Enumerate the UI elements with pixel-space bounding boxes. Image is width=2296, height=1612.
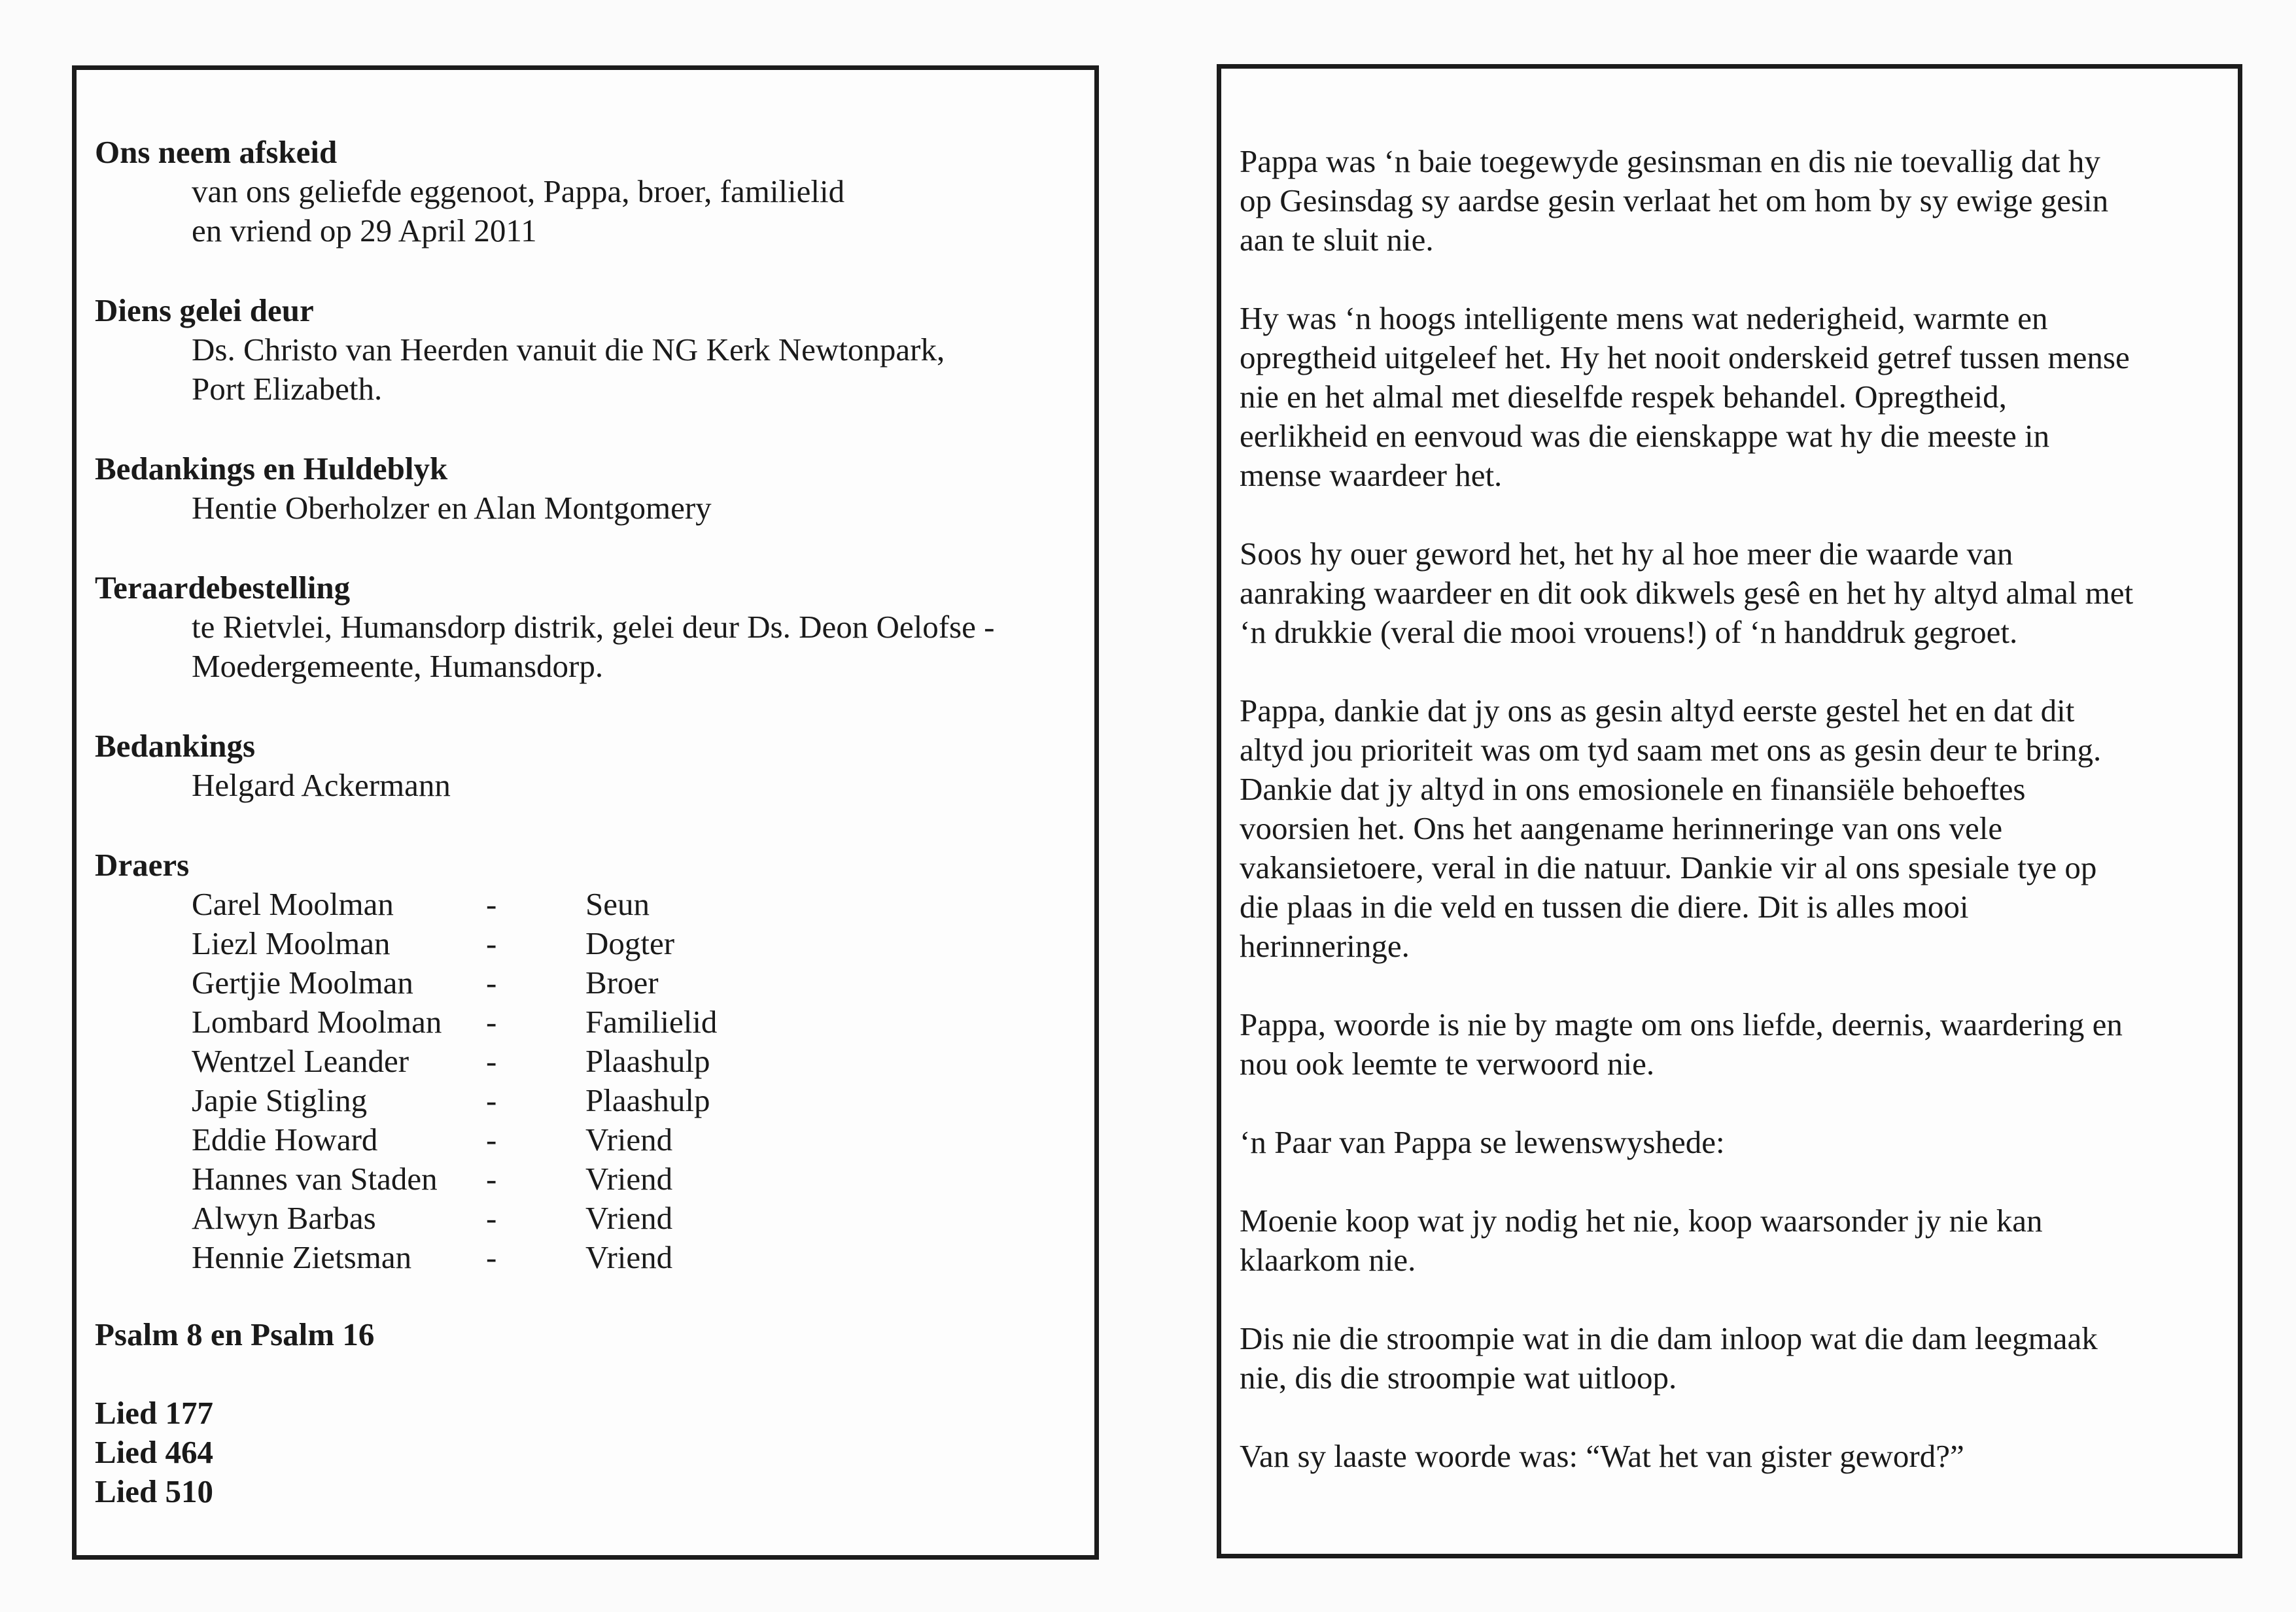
bearer-name: Gertjie Moolman	[192, 965, 413, 1001]
paragraph: Soos hy ouer geword het, het hy al hoe meer die waarde van aanraking waardeer en dit ook dikwels gesê en het hy altyd almal met ‘n drukkie (veral die mooi vrouens!) of ‘n handdruk gegroet.	[1240, 536, 2134, 650]
right-page-panel	[1217, 64, 2242, 1558]
section-heading: Diens gelei deur	[95, 292, 314, 328]
section-liedere	[95, 1394, 1094, 1511]
bearer-name: Japie Stigling	[192, 1082, 368, 1118]
paragraph: Pappa, dankie dat jy ons as gesin altyd eerste gestel het en dat dit altyd jou prioriteit was om tyd saam met ons as gesin deur te bring. Dankie dat jy altyd in ons emosionele en finansiële behoeftes voorsien het. Ons het aangename herinneringe van ons vele vakansietoere, veral in die natuur. Dankie vir al ons spesiale tye op die plaas in die veld en tussen die diere. Dit is alles mooi herinneringe.	[1240, 693, 2102, 964]
bearer-dash: -	[486, 1239, 497, 1275]
section-psalms	[95, 1315, 1094, 1354]
bearer-dash: -	[486, 1043, 497, 1079]
bearer-dash: -	[486, 1082, 497, 1118]
psalms-line: Psalm 8 en Psalm 16	[95, 1316, 375, 1352]
bearer-row	[192, 1042, 1094, 1081]
draers-heading: Draers	[95, 847, 190, 883]
section-diens	[95, 291, 1094, 409]
lied-line: Lied 464	[95, 1434, 214, 1470]
section-teraardebestelling	[95, 568, 1094, 686]
section-text: van ons geliefde eggenoot, Pappa, broer, familielid en vriend op 29 April 2011	[192, 173, 845, 249]
paragraph: Dis nie die stroompie wat in die dam inloop wat die dam leegmaak nie, dis die stroompie wat uitloop.	[1240, 1320, 2098, 1396]
bearer-row	[192, 1159, 1094, 1199]
bearer-name: Alwyn Barbas	[192, 1200, 376, 1236]
section-huldeblyk	[95, 449, 1094, 528]
section-heading: Teraardebestelling	[95, 570, 351, 606]
bearer-role: Familielid	[585, 1004, 718, 1040]
section-bedankings	[95, 727, 1094, 805]
bearer-role: Dogter	[585, 925, 675, 961]
bearer-role: Vriend	[585, 1161, 673, 1197]
bearer-name: Wentzel Leander	[192, 1043, 409, 1079]
bearer-row	[192, 1081, 1094, 1120]
bearer-name: Eddie Howard	[192, 1122, 378, 1158]
bearer-row	[192, 885, 1094, 924]
bearer-name: Hannes van Staden	[192, 1161, 438, 1197]
section-heading: Bedankings	[95, 728, 256, 764]
lied-line: Lied 510	[95, 1473, 214, 1509]
bearer-row	[192, 963, 1094, 1003]
section-text: Hentie Oberholzer en Alan Montgomery	[192, 490, 712, 526]
bearer-role: Plaashulp	[585, 1082, 710, 1118]
section-text: Helgard Ackermann	[192, 767, 451, 803]
bearer-name: Liezl Moolman	[192, 925, 391, 961]
section-heading: Bedankings en Huldeblyk	[95, 451, 448, 487]
bearer-dash: -	[486, 1161, 497, 1197]
bearer-name: Carel Moolman	[192, 886, 394, 922]
section-afskeid	[95, 133, 1094, 250]
bearer-name: Lombard Moolman	[192, 1004, 442, 1040]
bearer-role: Broer	[585, 965, 659, 1001]
bearer-dash: -	[486, 1004, 497, 1040]
bearer-name: Hennie Zietsman	[192, 1239, 412, 1275]
lied-line: Lied 177	[95, 1395, 214, 1431]
paragraph: Hy was ‘n hoogs intelligente mens wat nederigheid, warmte en opregtheid uitgeleef het. Hy het nooit onderskeid getref tussen mense nie en het almal met dieselfde respek behandel. Opregtheid, eerlikheid en eenvoud was die eienskappe wat hy die meeste in mense waardeer het.	[1240, 300, 2130, 493]
bearer-dash: -	[486, 1200, 497, 1236]
paragraph: Pappa, woorde is nie by magte om ons liefde, deernis, waardering en nou ook leemte te verwoord nie.	[1240, 1006, 2123, 1082]
bearer-row	[192, 924, 1094, 963]
bearer-dash: -	[486, 1122, 497, 1158]
section-heading: Ons neem afskeid	[95, 134, 338, 170]
section-draers	[95, 846, 1094, 1277]
left-page-panel	[72, 65, 1099, 1560]
bearer-role: Seun	[585, 886, 650, 922]
bearer-row	[192, 1003, 1094, 1042]
paragraph: ‘n Paar van Pappa se lewenswyshede:	[1240, 1124, 1725, 1160]
bearer-role: Vriend	[585, 1200, 673, 1236]
section-text: te Rietvlei, Humansdorp distrik, gelei deur Ds. Deon Oelofse - Moedergemeente, Humansdorp.	[192, 609, 995, 684]
bearer-row	[192, 1238, 1094, 1277]
bearer-row	[192, 1120, 1094, 1159]
bearer-dash: -	[486, 886, 497, 922]
bearer-role: Vriend	[585, 1122, 673, 1158]
paragraph: Moenie koop wat jy nodig het nie, koop waarsonder jy nie kan klaarkom nie.	[1240, 1203, 2043, 1278]
bearers-list	[95, 885, 1094, 1277]
bearer-dash: -	[486, 965, 497, 1001]
paragraph: Van sy laaste woorde was: “Wat het van gister geword?”	[1240, 1438, 1964, 1474]
bearer-role: Plaashulp	[585, 1043, 710, 1079]
paragraph: Pappa was ‘n baie toegewyde gesinsman en dis nie toevallig dat hy op Gesinsdag sy aardse gesin verlaat het om hom by sy ewige gesin aan te sluit nie.	[1240, 143, 2109, 258]
section-text: Ds. Christo van Heerden vanuit die NG Kerk Newtonpark, Port Elizabeth.	[192, 332, 945, 407]
bearer-role: Vriend	[585, 1239, 673, 1275]
bearer-row	[192, 1199, 1094, 1238]
bearer-dash: -	[486, 925, 497, 961]
